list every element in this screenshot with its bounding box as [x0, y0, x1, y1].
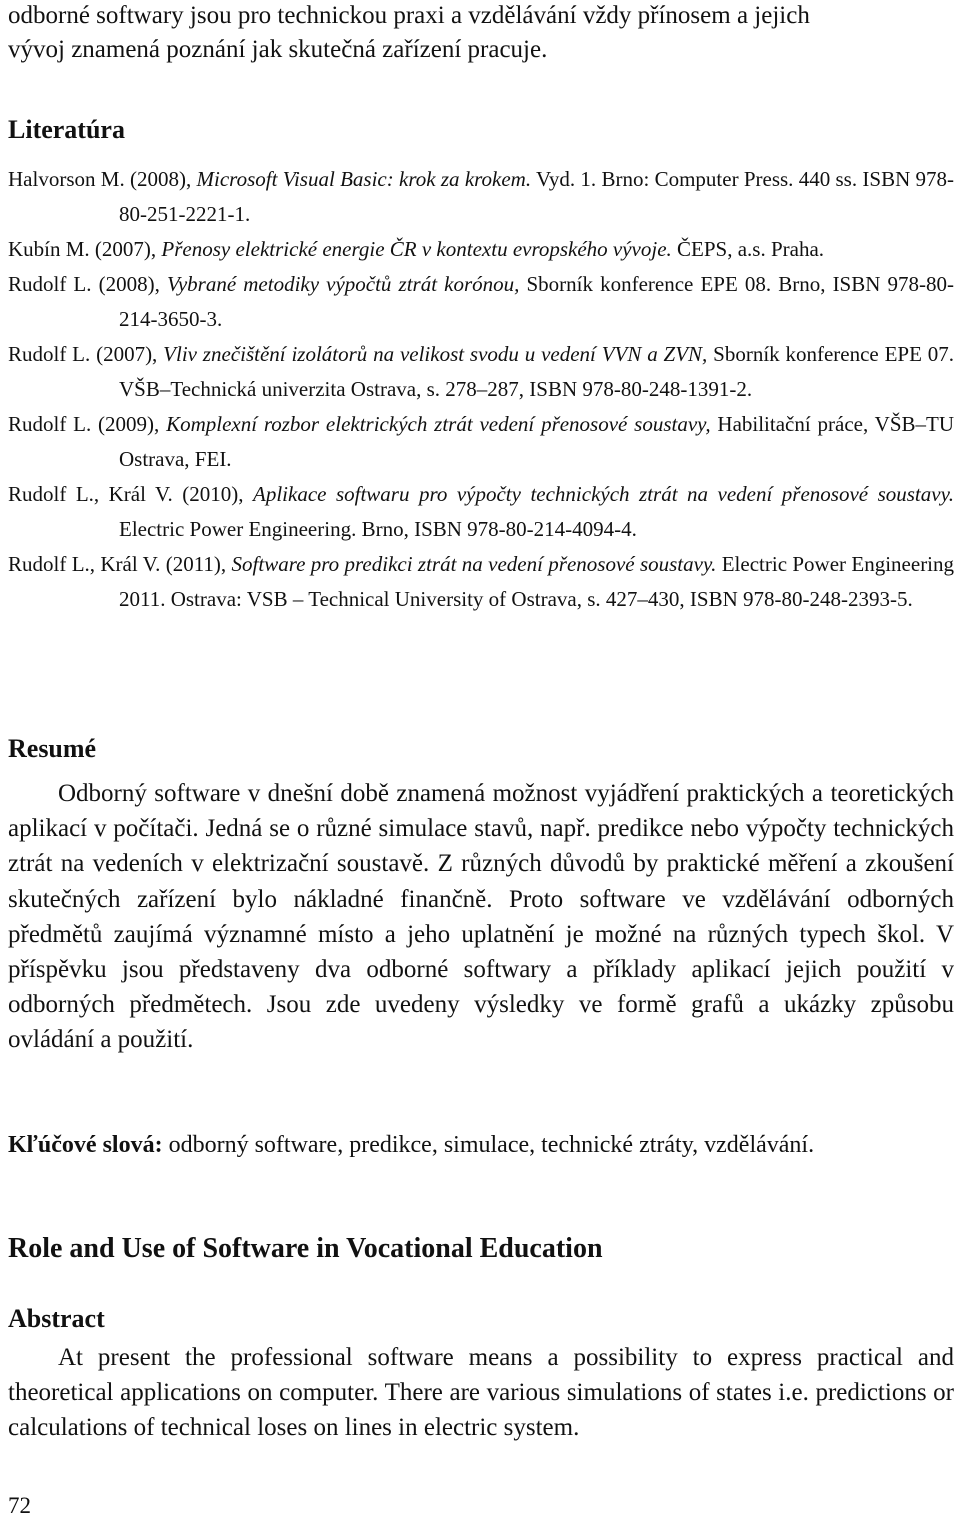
reference-item	[8, 162, 954, 232]
reference-details: Vyd. 1. Brno: Computer Press. 440 ss. ISBN 978-80-251-2221-1.	[119, 167, 955, 226]
reference-list	[8, 162, 954, 617]
reference-item	[8, 407, 954, 477]
reference-title: Vliv znečištění izolátorů na velikost svodu u vedení VVN a ZVN,	[163, 342, 708, 366]
resume-heading: Resumé	[8, 734, 97, 763]
abstract-heading: Abstract	[8, 1304, 105, 1333]
reference-authors: Rudolf L. (2009),	[8, 412, 160, 436]
reference-authors: Rudolf L. (2007),	[8, 342, 158, 366]
reference-title: Komplexní rozbor elektrických ztrát vedení přenosové soustavy,	[166, 412, 711, 436]
reference-details: ČEPS, a.s. Praha.	[677, 237, 825, 261]
intro-line: odborné softwary jsou pro technickou praxi a vzdělávání vždy přínosem a jejich	[8, 2, 810, 29]
reference-details: Sborník konference EPE 07. VŠB–Technická univerzita Ostrava, s. 278–287, ISBN 978-80-248-1391-2.	[119, 342, 954, 401]
reference-title: Software pro predikci ztrát na vedení přenosové soustavy.	[231, 552, 717, 576]
page-number: 72	[8, 1493, 31, 1518]
keywords-value: odborný software, predikce, simulace, technické ztráty, vzdělávání.	[168, 1132, 815, 1158]
reference-details: Sborník konference EPE 08. Brno, ISBN 978-80-214-3650-3.	[119, 272, 954, 331]
intro-paragraph	[8, 0, 954, 67]
abstract-paragraph: At present the professional software means a possibility to express practical and theoretical applications on computer. There are various simulations of states i.e. predictions or calculations of technical loses on lines in electric system.	[8, 1344, 954, 1442]
literature-heading: Literatúra	[8, 115, 125, 144]
keywords-label: Kľúčové slová:	[8, 1132, 163, 1158]
reference-item	[8, 547, 954, 617]
reference-item	[8, 267, 954, 337]
reference-item	[8, 477, 954, 547]
reference-title: Přenosy elektrické energie ČR v kontextu evropského vývoje.	[161, 237, 672, 261]
intro-line: vývoj znamená poznání jak skutečná zařízení pracuje.	[8, 36, 548, 63]
reference-authors: Halvorson M. (2008),	[8, 167, 192, 191]
reference-title: Microsoft Visual Basic: krok za krokem.	[196, 167, 532, 191]
article-title: Role and Use of Software in Vocational Education	[8, 1233, 603, 1264]
reference-details: Habilitační práce, VŠB–TU Ostrava, FEI.	[119, 412, 954, 471]
reference-authors: Rudolf L., Král V. (2011),	[8, 552, 227, 576]
reference-details: Electric Power Engineering 2011. Ostrava: VSB – Technical University of Ostrava, s. 427–430, ISBN 978-80-248-2393-5.	[119, 552, 955, 611]
reference-authors: Rudolf L. (2008),	[8, 272, 160, 296]
reference-item	[8, 337, 954, 407]
reference-details: Electric Power Engineering. Brno, ISBN 978-80-214-4094-4.	[119, 517, 637, 541]
reference-title: Aplikace softwaru pro výpočty technických ztrát na vedení přenosové soustavy.	[253, 482, 955, 506]
reference-title: Vybrané metodiky výpočtů ztrát korónou,	[166, 272, 520, 296]
reference-authors: Rudolf L., Král V. (2010),	[8, 482, 244, 506]
reference-authors: Kubín M. (2007),	[8, 237, 157, 261]
resume-paragraph: Odborný software v dnešní době znamená možnost vyjádření praktických a teoretických aplikací v počítači. Jedná se o různé simulace stavů, např. predikce nebo výpočty technických ztrát na vedeních v elektrizační soustavě. Z různých důvodů by praktické měření a zkoušení skutečných zařízení bylo nákladné finančně. Proto software ve vzdělávání odborných předmětů zaujímá významné místo a jeho uplatnění je možné na různých typech škol. V příspěvku jsou představeny dva odborné softwary a příklady aplikací jejich použití v odborných předmětech. Jsou zde uvedeny výsledky ve formě grafů a ukázky způsobu ovládání a použití.	[8, 780, 954, 1054]
keywords-line	[8, 1128, 954, 1162]
reference-item	[8, 232, 954, 267]
